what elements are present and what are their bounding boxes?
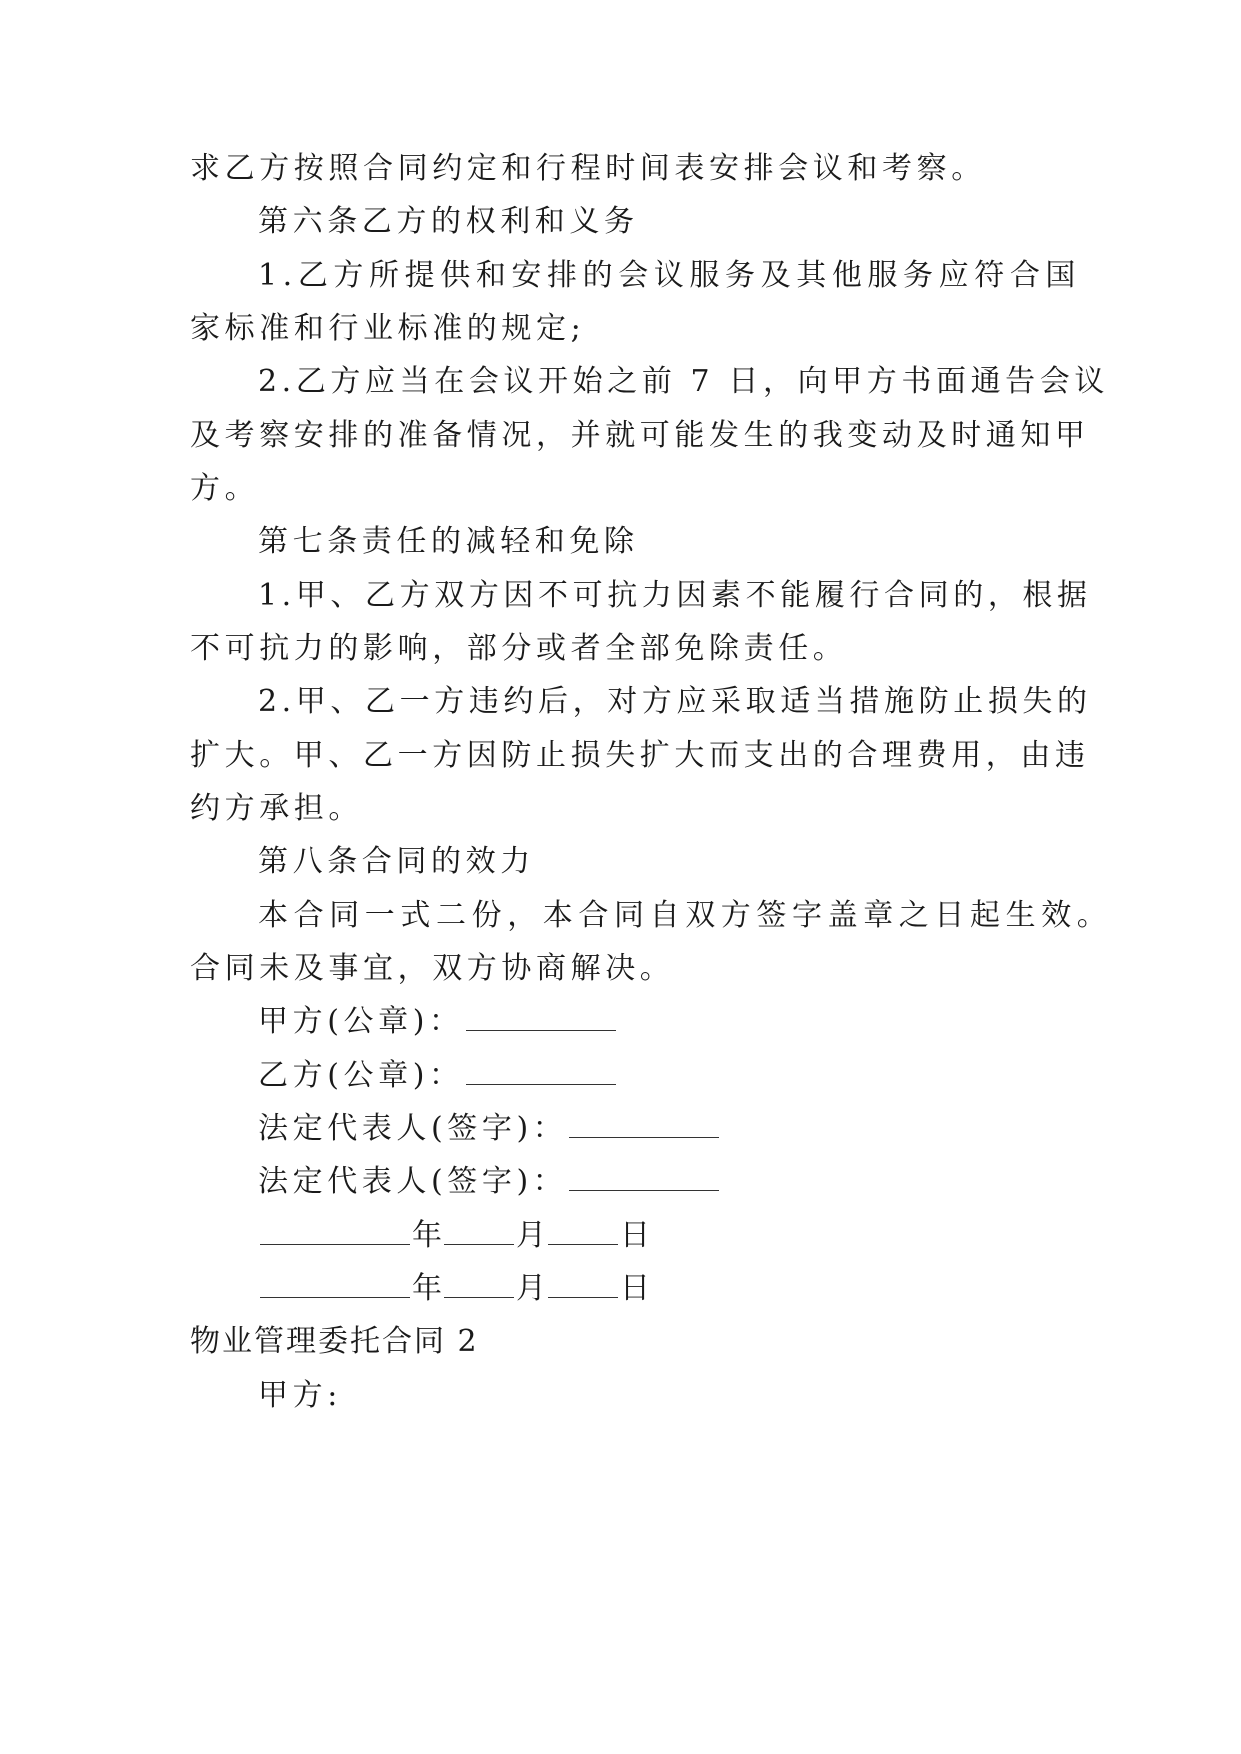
section-heading: 第六条乙方的权利和义务	[258, 204, 639, 239]
paragraph-line: 1.乙方所提供和安排的会议服务及其他服务应符合国	[258, 258, 1082, 293]
paragraph-line: 约方承担。	[190, 791, 363, 826]
year-label: 年	[412, 1218, 442, 1253]
next-contract-party: 甲方:	[258, 1378, 342, 1413]
party-b-seal-label: 乙方(公章)：	[258, 1058, 464, 1093]
year-label: 年	[412, 1271, 442, 1306]
paragraph-line: 合同未及事宜，双方协商解决。	[190, 951, 675, 986]
day-label: 日	[620, 1218, 650, 1253]
day-blank	[548, 1220, 618, 1245]
date-row-2	[258, 1269, 650, 1309]
month-blank	[444, 1220, 514, 1245]
next-contract-title: 物业管理委托合同 2	[190, 1324, 479, 1359]
paragraph-line: 不可抗力的影响，部分或者全部免除责任。	[190, 631, 848, 666]
party-a-seal-row	[258, 1002, 616, 1042]
party-a-seal-label: 甲方(公章)：	[258, 1004, 464, 1039]
paragraph-line: 扩大。甲、乙一方因防止损失扩大而支出的合理费用，由违	[190, 738, 1090, 773]
rep-sign-blank-1	[569, 1113, 719, 1138]
day-blank	[548, 1273, 618, 1298]
rep-sign-row-2	[258, 1162, 719, 1202]
paragraph-line: 及考察安排的准备情况，并就可能发生的我变动及时通知甲	[190, 418, 1090, 453]
party-a-seal-blank	[466, 1006, 616, 1031]
day-label: 日	[620, 1271, 650, 1306]
paragraph-line: 1.甲、乙方双方因不可抗力因素不能履行合同的，根据	[258, 578, 1092, 613]
paragraph-line: 2.甲、乙一方违约后，对方应采取适当措施防止损失的	[258, 684, 1092, 719]
party-b-seal-blank	[466, 1060, 616, 1085]
paragraph-line: 本合同一式二份，本合同自双方签字盖章之日起生效。	[258, 898, 1113, 933]
month-label: 月	[516, 1271, 546, 1306]
date-row-1	[258, 1216, 650, 1256]
rep-sign-label-1: 法定代表人(签字)：	[258, 1111, 568, 1146]
year-blank	[260, 1220, 410, 1245]
paragraph-line: 家标准和行业标准的规定;	[190, 311, 586, 346]
paragraph-line: 2.乙方应当在会议开始之前 7 日，向甲方书面通告会议	[258, 364, 1109, 399]
year-blank	[260, 1273, 410, 1298]
rep-sign-blank-2	[569, 1166, 719, 1191]
rep-sign-row-1	[258, 1109, 719, 1149]
party-b-seal-row	[258, 1056, 616, 1096]
section-heading: 第七条责任的减轻和免除	[258, 524, 639, 559]
month-blank	[444, 1273, 514, 1298]
section-heading: 第八条合同的效力	[258, 844, 535, 879]
month-label: 月	[516, 1218, 546, 1253]
paragraph-line: 方。	[190, 471, 260, 506]
paragraph-line: 求乙方按照合同约定和行程时间表安排会议和考察。	[190, 151, 986, 186]
rep-sign-label-2: 法定代表人(签字)：	[258, 1164, 568, 1199]
